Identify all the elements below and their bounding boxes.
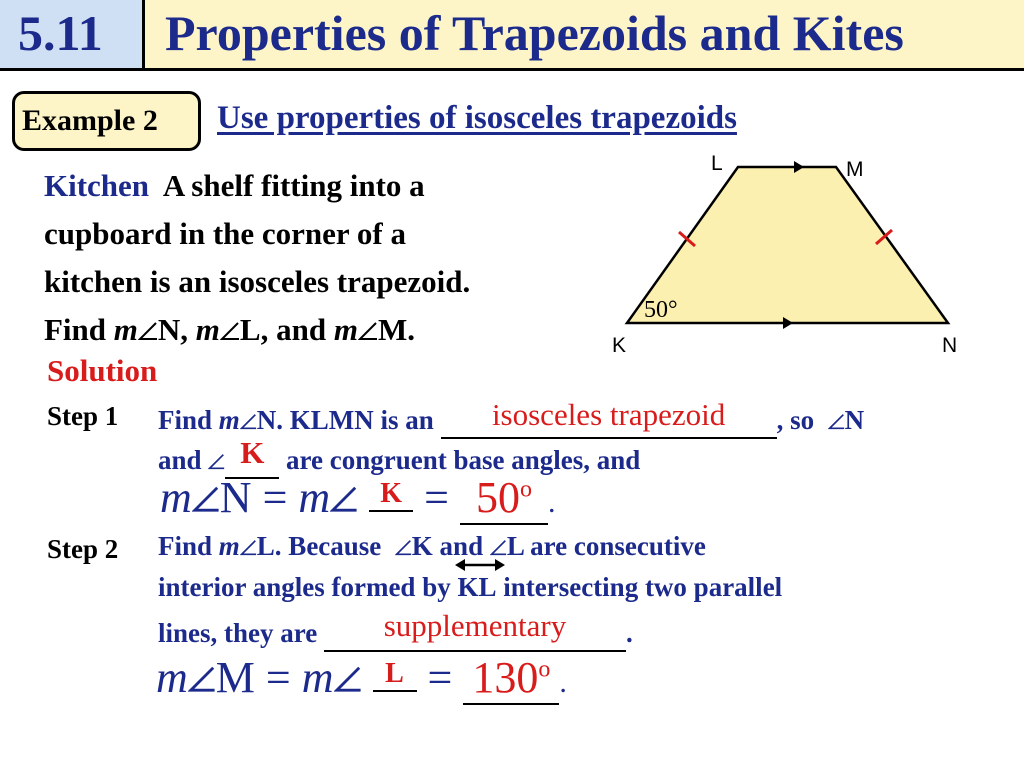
- eq1-m: m: [160, 473, 192, 522]
- vertex-label-n: N: [942, 334, 958, 357]
- problem-m-end: M.: [377, 312, 415, 347]
- example-label: Example 2: [22, 104, 158, 137]
- step2-blank: [324, 608, 626, 652]
- problem-line-2: cupboard in the corner of a: [44, 216, 406, 251]
- eq1-degree: o: [520, 476, 532, 503]
- eq2-m2: m: [301, 653, 334, 702]
- eq2-blank: [373, 658, 417, 692]
- step1-line-1: [158, 397, 865, 439]
- angle-icon: [334, 665, 362, 693]
- angle-icon: [490, 539, 507, 556]
- eq2-period: .: [559, 666, 567, 699]
- problem-line-3: kitchen is an isosceles trapezoid.: [44, 264, 471, 299]
- page-title: Properties of Trapezoids and Kites: [165, 5, 904, 61]
- step2-line3-post: .: [625, 618, 633, 648]
- step1-rest: are congruent base angles, and: [286, 445, 641, 475]
- trapezoid-figure: [600, 150, 980, 365]
- step1-and: and: [158, 445, 202, 475]
- eq1-period: .: [548, 486, 556, 519]
- step2-find: Find: [158, 531, 213, 561]
- angle-k-label: 50°: [644, 297, 678, 323]
- segment-arrow-icon: [455, 558, 505, 572]
- step2-answer-supplementary: supplementary: [383, 608, 567, 643]
- eq2-degree: o: [538, 656, 551, 683]
- eq2-equals: =: [265, 653, 291, 702]
- step1-equation: [160, 472, 556, 525]
- segment-kl: [457, 572, 496, 603]
- eq1-equals2: =: [424, 473, 449, 522]
- step2-line-2: [158, 572, 782, 603]
- vertex-label-l: L: [711, 152, 723, 175]
- problem-line-4: [44, 312, 415, 348]
- eq1-blank: [369, 478, 413, 512]
- problem-find: Find: [44, 312, 107, 347]
- eq1-n: N: [219, 473, 252, 522]
- step1-answer-k: K: [240, 435, 265, 470]
- step1-so: , so: [776, 405, 815, 435]
- problem-topic: Kitchen: [44, 168, 150, 203]
- step2-line-3: [158, 608, 633, 652]
- solution-label: Solution: [47, 353, 158, 388]
- eq1-equals: =: [262, 473, 288, 522]
- angle-icon: [138, 321, 158, 341]
- angle-icon: [192, 485, 220, 513]
- step2-line-1: [158, 531, 706, 562]
- problem-m: m: [333, 312, 358, 347]
- angle-icon: [208, 453, 225, 470]
- problem-n: N,: [157, 312, 189, 347]
- step1-n-text: N. KLMN is an: [256, 405, 434, 435]
- step1-m: m: [218, 405, 240, 435]
- step2-equation: [156, 652, 567, 705]
- step1-answer-isosceles: isosceles trapezoid: [491, 397, 726, 432]
- eq2-equals2: =: [427, 653, 453, 702]
- eq2-value-blank: [463, 652, 559, 705]
- step1-find: Find: [158, 405, 213, 435]
- problem-m: m: [195, 312, 220, 347]
- section-number: 5.11: [18, 5, 103, 61]
- step2-label: Step 2: [47, 534, 119, 564]
- step2-line2-post: intersecting two parallel: [503, 572, 783, 602]
- eq1-value: 50: [476, 473, 520, 522]
- vertex-label-m: M: [846, 158, 864, 181]
- example-title: Use properties of isosceles trapezoids: [217, 100, 737, 136]
- eq2-m: m: [156, 653, 188, 702]
- step2-l-text: L. Because: [256, 531, 382, 561]
- step1-blank-1: [441, 397, 777, 439]
- eq1-m2: m: [298, 473, 331, 522]
- angle-icon: [395, 539, 412, 556]
- problem-text-1: A shelf fitting into a: [162, 168, 425, 203]
- step2-line2-pre: interior angles formed by: [158, 572, 451, 602]
- vertex-label-k: K: [612, 334, 627, 357]
- angle-icon: [188, 665, 216, 693]
- step2-m: m: [218, 531, 240, 561]
- eq1-value-blank: [460, 472, 548, 525]
- eq2-answer-l: L: [385, 658, 404, 689]
- step1-label: Step 1: [47, 401, 119, 431]
- angle-icon: [240, 413, 257, 430]
- segment-kl-label: KL: [457, 572, 497, 602]
- step2-k-and: K and: [411, 531, 484, 561]
- angle-icon: [358, 321, 378, 341]
- step2-rest1: L are consecutive: [506, 531, 706, 561]
- angle-icon: [330, 485, 358, 513]
- eq1-answer-k: K: [380, 478, 403, 509]
- step2-line3-pre: lines, they are: [158, 618, 318, 648]
- angle-icon: [240, 539, 257, 556]
- angle-icon: [220, 321, 240, 341]
- angle-icon: [828, 413, 845, 430]
- eq2-mletter: M: [215, 653, 255, 702]
- problem-m: m: [113, 312, 138, 347]
- step1-n-letter: N: [844, 405, 865, 435]
- problem-line-1: [44, 168, 425, 204]
- eq2-value: 130: [472, 653, 539, 702]
- problem-l: L, and: [239, 312, 327, 347]
